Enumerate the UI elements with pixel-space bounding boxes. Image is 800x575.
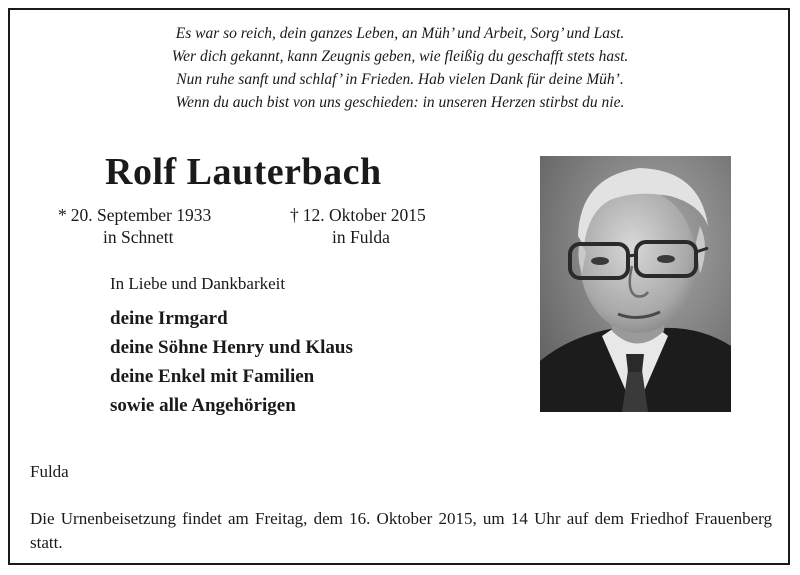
death-info: [290, 204, 426, 248]
poem-line: Wer dich gekannt, kann Zeugnis geben, wie fleißig du geschafft stets hast.: [171, 48, 629, 65]
family-member: deine Enkel mit Familien: [110, 366, 315, 387]
mourners-intro: In Liebe und Dankbarkeit: [110, 274, 286, 293]
birth-symbol: *: [58, 205, 67, 225]
death-symbol: †: [290, 205, 299, 225]
portrait-illustration: [540, 156, 731, 412]
family-member: deine Söhne Henry und Klaus: [110, 337, 353, 358]
death-line: [290, 205, 426, 225]
birth-place: in Schnett: [103, 227, 174, 247]
death-date: 12. Oktober 2015: [302, 205, 426, 225]
deceased-name: Rolf Lauterbach: [105, 151, 382, 193]
portrait-photo: [540, 156, 731, 412]
poem-line: Nun ruhe sanft und schlaf’ in Frieden. Hab vielen Dank für deine Müh’.: [176, 71, 624, 88]
family-list: [110, 304, 353, 420]
birth-info: [58, 204, 211, 248]
family-member: sowie alle Angehörigen: [110, 395, 296, 416]
family-member: deine Irmgard: [110, 308, 228, 329]
location: Fulda: [30, 462, 69, 481]
poem-line: Wenn du auch bist von uns geschieden: in unseren Herzen stirbst du nie.: [175, 94, 625, 111]
poem: [0, 22, 800, 114]
death-place: in Fulda: [332, 227, 390, 247]
birth-line: [58, 205, 211, 225]
burial-notice: Die Urnenbeisetzung findet am Freitag, dem 16. Oktober 2015, um 14 Uhr auf dem Friedhof Frauenberg statt.: [30, 509, 772, 552]
poem-line: Es war so reich, dein ganzes Leben, an Müh’ und Arbeit, Sorg’ und Last.: [175, 25, 625, 42]
birth-date: 20. September 1933: [70, 205, 212, 225]
